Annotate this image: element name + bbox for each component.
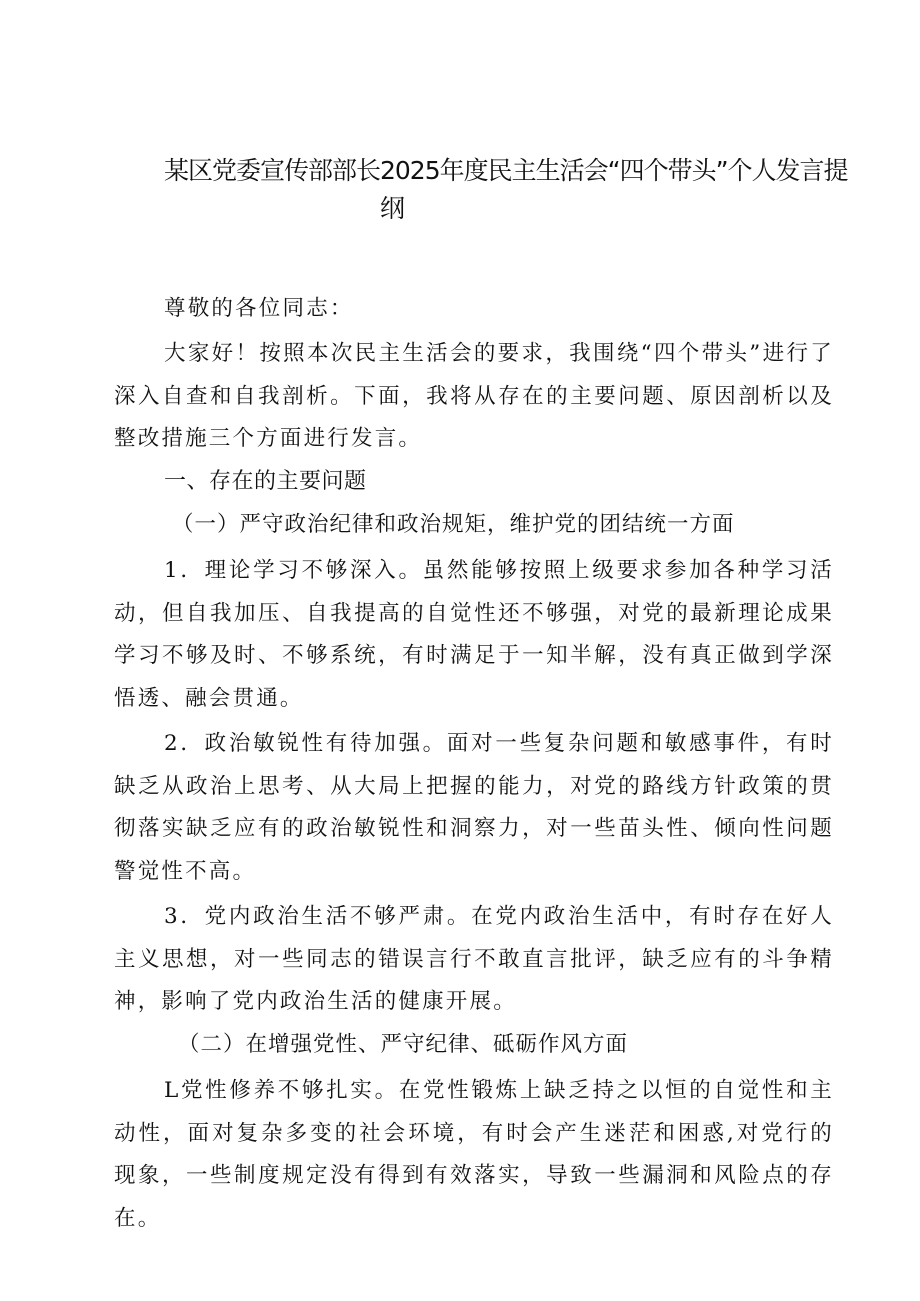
title-line-2: 纲 [380, 194, 405, 223]
section-heading-problems: 一、存在的主要问题 [164, 469, 367, 494]
subsection-heading-1: （一）严守政治纪律和政治规矩，维护党的团结统一方面 [172, 512, 735, 537]
subsection-heading-2: （二）在增强党性、严守纪律、砥砺作风方面 [178, 1032, 629, 1057]
document-title [164, 152, 848, 228]
problem-item-1: 1．理论学习不够深入。虽然能够按照上级要求参加各种学习活动，但自我加压、自我提高的自觉性还不够强，对党的最新理论成果学习不够及时、不够系统，有时满足于一知半解，没有真正做到学深悟透、融会贯通。 [114, 558, 834, 711]
salutation: 尊敬的各位同志： [164, 296, 354, 321]
problem-item-4: L党性修养不够扎实。在党性锻炼上缺乏持之以恒的自觉性和主动性，面对复杂多变的社会环境，有时会产生迷茫和困惑,对党行的现象，一些制度规定没有得到有效落实，导致一些漏洞和风险点的存在。 [114, 1078, 834, 1231]
intro-paragraph: 大家好！按照本次民主生活会的要求，我围绕“四个带头”进行了深入自查和自我剖析。下面，我将从存在的主要问题、原因剖析以及整改措施三个方面进行发言。 [114, 341, 834, 451]
problem-item-3: 3．党内政治生活不够严肃。在党内政治生活中，有时存在好人主义思想，对一些同志的错误言行不敢直言批评，缺乏应有的斗争精神，影响了党内政治生活的健康开展。 [114, 904, 834, 1014]
problem-item-2: 2．政治敏锐性有待加强。面对一些复杂问题和敏感事件，有时缺乏从政治上思考、从大局上把握的能力，对党的路线方针政策的贯彻落实缺乏应有的政治敏锐性和洞察力，对一些苗头性、倾向性问题警觉性不高。 [114, 731, 834, 884]
title-line-1: 某区党委宣传部部长2025年度民主生活会“四个带头”个人发言提 [164, 156, 848, 185]
